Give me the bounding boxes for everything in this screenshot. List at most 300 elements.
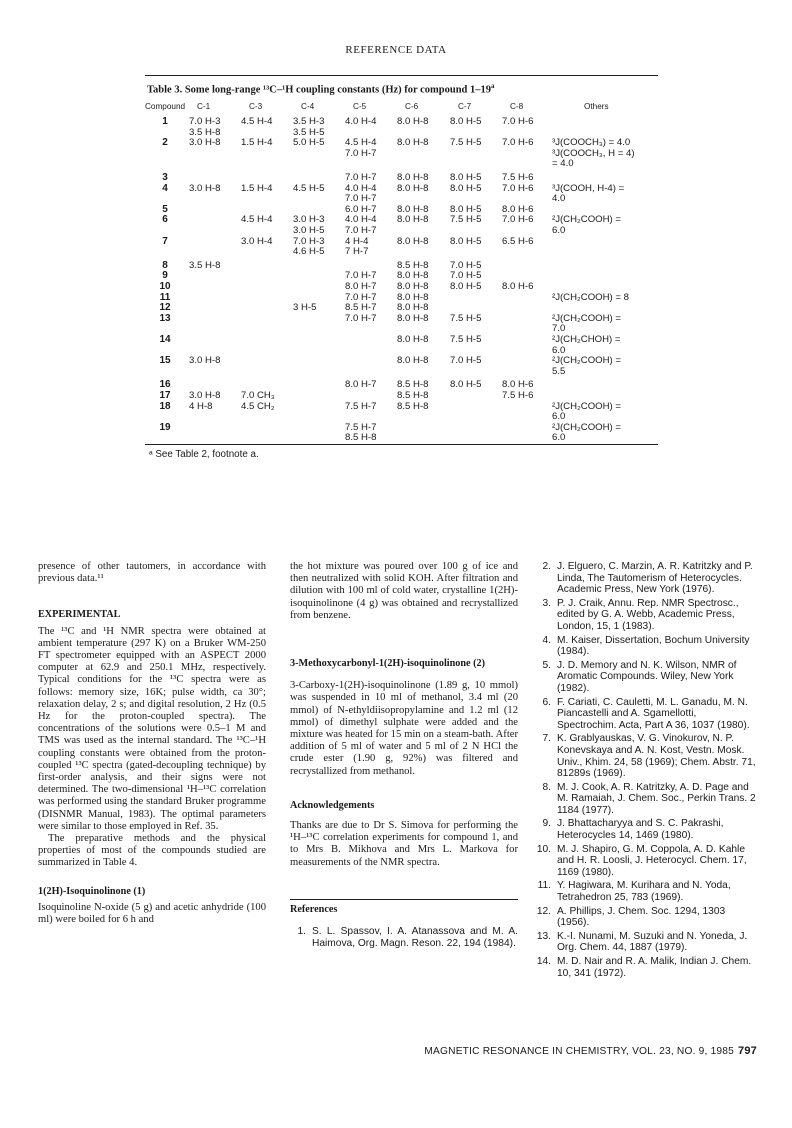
- coupling-cell: [289, 282, 341, 293]
- coupling-value: 8.0 H-8: [397, 312, 429, 324]
- coupling-cell: [185, 314, 237, 335]
- column-header: C-6: [405, 101, 419, 111]
- reference-item: [535, 782, 757, 817]
- coupling-cell: [393, 356, 446, 377]
- coupling-cell: [289, 303, 341, 314]
- coupling-value: 6.0: [552, 344, 566, 356]
- reference-text: M. D. Nair and R. A. Malik, Indian J. Chem. 10, 341 (1972).: [557, 956, 752, 979]
- coupling-cell: [237, 377, 289, 391]
- coupling-cell: [185, 423, 237, 444]
- coupling-cell: [393, 402, 446, 423]
- coupling-cell: [341, 258, 393, 272]
- coupling-cell: [185, 205, 237, 216]
- reference-item: [535, 635, 757, 658]
- coupling-value: 7.5 H-5: [450, 214, 482, 226]
- column-header: C-8: [510, 101, 524, 111]
- coupling-cell: [446, 170, 498, 184]
- coupling-cell: [237, 402, 289, 423]
- running-head: REFERENCE DATA: [345, 44, 447, 56]
- coupling-cell: [550, 314, 658, 335]
- coupling-value: ²J(CH₂COOH) =: [552, 312, 622, 324]
- reference-number: 10.: [536, 843, 551, 855]
- coupling-cell: [498, 402, 550, 423]
- coupling-value: 8.5 H-7: [345, 302, 377, 314]
- coupling-value: ³J(COOCH₃, H = 4): [552, 147, 635, 159]
- coupling-cell: [341, 114, 393, 138]
- coupling-value: 7.5 H-5: [450, 312, 482, 324]
- coupling-value: 7.0: [552, 323, 566, 335]
- coupling-value: 8.0 H-8: [397, 116, 429, 128]
- journal-citation: MAGNETIC RESONANCE IN CHEMISTRY, VOL. 23, NO. 9, 1985: [424, 1046, 735, 1057]
- coupling-cell: [446, 237, 498, 258]
- coupling-cell: [237, 423, 289, 444]
- coupling-value: ²J(CH₂COOH) =: [552, 214, 622, 226]
- reference-item: [535, 906, 757, 929]
- coupling-value: 6.0: [552, 225, 566, 237]
- compound-number: 19: [159, 421, 171, 433]
- coupling-value: 8.5 H-8: [397, 379, 429, 391]
- coupling-cell: [446, 335, 498, 356]
- references-heading: References: [290, 903, 338, 915]
- coupling-cell: [550, 271, 658, 282]
- coupling-cell: [550, 114, 658, 138]
- coupling-value: 7.5 H-6: [502, 389, 534, 401]
- coupling-value: 8.5 H-8: [345, 432, 377, 444]
- reference-text: P. J. Craik, Annu. Rep. NMR Spectrosc., edited by G. A. Webb, Academic Press, London, 15, 1 (1983).: [557, 597, 739, 632]
- coupling-cell: [550, 215, 658, 236]
- coupling-cell: [550, 258, 658, 272]
- coupling-value: ²J(CH₂CHOH) =: [552, 333, 621, 345]
- text-column-right: [535, 561, 757, 981]
- coupling-cell: [237, 258, 289, 272]
- coupling-value: 7.5 H-7: [345, 400, 377, 412]
- table-row: [145, 215, 658, 236]
- coupling-cell: [289, 391, 341, 402]
- coupling-value: 4.0 H-4: [345, 116, 377, 128]
- coupling-cell: [237, 335, 289, 356]
- coupling-cell: [341, 391, 393, 402]
- coupling-cell: [185, 170, 237, 184]
- reference-number: 4.: [542, 634, 551, 646]
- coupling-cell: [550, 184, 658, 205]
- coupling-cell: [550, 356, 658, 377]
- coupling-cell: [550, 282, 658, 293]
- table-row: [145, 258, 658, 272]
- table-body: [145, 114, 658, 444]
- coupling-cell: [498, 356, 550, 377]
- coupling-value: 7.0 H-7: [345, 193, 377, 205]
- reference-item: [535, 818, 757, 841]
- coupling-value: = 4.0: [552, 158, 574, 170]
- coupling-value: 8.0 H-5: [450, 182, 482, 194]
- coupling-value: 8.0 H-8: [397, 172, 429, 184]
- table-row: [145, 335, 658, 356]
- table-row: [145, 314, 658, 335]
- coupling-cell: [289, 314, 341, 335]
- coupling-value: 8.0 H-8: [397, 270, 429, 282]
- reference-number: 12.: [536, 905, 551, 917]
- coupling-cell: [237, 391, 289, 402]
- reference-item: [535, 697, 757, 732]
- coupling-cell: [550, 138, 658, 170]
- compound-number: 1: [162, 116, 168, 128]
- coupling-cell: [185, 237, 237, 258]
- table-row: [145, 237, 658, 258]
- coupling-value: 3.0 H-5: [293, 225, 325, 237]
- coupling-value: 4.5 H-5: [293, 182, 325, 194]
- coupling-cell: [446, 282, 498, 293]
- coupling-cell: [393, 377, 446, 391]
- reference-text: K.-I. Nunami, M. Suzuki and N. Yoneda, J. Org. Chem. 44, 1887 (1979).: [557, 930, 748, 954]
- coupling-value: ²J(CH₂COOH) = 8: [552, 291, 630, 303]
- coupling-value: 8.5 H-8: [397, 259, 429, 271]
- coupling-cell: [393, 184, 446, 205]
- coupling-cell: [237, 303, 289, 314]
- coupling-cell: [289, 423, 341, 444]
- coupling-cell: [550, 377, 658, 391]
- coupling-value: 8.0 H-6: [502, 203, 534, 215]
- coupling-cell: [237, 114, 289, 138]
- acknowledgements-heading: Acknowledgements: [290, 799, 375, 811]
- coupling-cell: [289, 356, 341, 377]
- coupling-value: 8.0 H-8: [397, 291, 429, 303]
- coupling-value: 6.0 H-7: [345, 203, 377, 215]
- coupling-cell: [237, 293, 289, 304]
- coupling-value: 7.0 H-7: [345, 291, 377, 303]
- coupling-value: 4 H-4: [345, 235, 369, 247]
- table-3: [145, 75, 658, 460]
- coupling-cell: [498, 215, 550, 236]
- coupling-cell: [341, 423, 393, 444]
- reference-item: [535, 880, 757, 903]
- column-header: C-5: [353, 101, 367, 111]
- coupling-cell: [446, 138, 498, 170]
- coupling-value: 3.0 H-3: [293, 214, 325, 226]
- coupling-cell: [237, 356, 289, 377]
- coupling-cell: [550, 237, 658, 258]
- compound-number: 4: [162, 182, 168, 194]
- coupling-cell: [341, 138, 393, 170]
- reference-item: [535, 561, 757, 596]
- table-header-row: [145, 100, 658, 115]
- column-header: Others: [584, 101, 609, 111]
- coupling-value: 4.0: [552, 193, 566, 205]
- coupling-cell: [289, 114, 341, 138]
- coupling-cell: [289, 184, 341, 205]
- coupling-cell: [341, 170, 393, 184]
- coupling-cell: [498, 258, 550, 272]
- coupling-value: 4.5 H-4: [241, 116, 273, 128]
- coupling-cell: [341, 377, 393, 391]
- coupling-cell: [237, 184, 289, 205]
- reference-text: M. Kaiser, Dissertation, Bochum University (1984).: [557, 634, 750, 658]
- coupling-value: 7.5 H-5: [450, 137, 482, 149]
- reference-number: 14.: [536, 956, 551, 967]
- coupling-value: 8.0 H-8: [397, 182, 429, 194]
- table-row: [145, 423, 658, 444]
- coupling-cell: [446, 391, 498, 402]
- reference-list-start: [290, 926, 518, 949]
- coupling-cell: [498, 184, 550, 205]
- coupling-cell: [498, 314, 550, 335]
- reference-text: M. J. Shapiro, G. M. Coppola, A. D. Kahle and H. R. Loosli, J. Heterocycl. Chem. 17, 1169 (1980).: [557, 843, 747, 878]
- coupling-cell: [341, 335, 393, 356]
- coupling-value: 7.0 H-6: [502, 137, 534, 149]
- coupling-cell: [393, 138, 446, 170]
- coupling-cell: [393, 335, 446, 356]
- coupling-value: 3.0 H-8: [189, 182, 221, 194]
- reference-text: M. J. Cook, A. R. Katritzky, A. D. Page and M. Ramaiah, J. Chem. Soc., Perkin Trans. 2 1184 (1977).: [557, 781, 756, 816]
- reference-item: [535, 844, 757, 879]
- table-row: [145, 138, 658, 170]
- coupling-cell: [289, 402, 341, 423]
- compound-number: 15: [159, 355, 171, 367]
- coupling-cell: [498, 114, 550, 138]
- coupling-cell: [341, 356, 393, 377]
- coupling-value: ²J(CH₂COOH) =: [552, 421, 622, 433]
- coupling-cell: [185, 377, 237, 391]
- compound-number: 11: [159, 291, 171, 303]
- coupling-value: 4.5 H-4: [345, 137, 377, 149]
- table-row: [145, 377, 658, 391]
- table-row: [145, 391, 658, 402]
- coupling-value: 8.0 H-8: [397, 302, 429, 314]
- coupling-cell: [446, 293, 498, 304]
- coupling-value: 7.0 H-7: [345, 172, 377, 184]
- compound-number: 18: [159, 400, 171, 412]
- coupling-value: 8.0 H-7: [345, 379, 377, 391]
- coupling-value: 4.5 H-4: [241, 214, 273, 226]
- coupling-cell: [446, 184, 498, 205]
- coupling-cell: [498, 391, 550, 402]
- coupling-value: 4.0 H-4: [345, 182, 377, 194]
- coupling-cell: [341, 282, 393, 293]
- coupling-cell: [185, 114, 237, 138]
- coupling-value: 8.0 H-5: [450, 235, 482, 247]
- table-row: [145, 282, 658, 293]
- coupling-cell: [393, 170, 446, 184]
- coupling-value: 7.5 H-5: [450, 333, 482, 345]
- coupling-cell: [393, 391, 446, 402]
- coupling-value: 8.0 H-6: [502, 281, 534, 292]
- coupling-value: 3.0 H-8: [189, 389, 221, 401]
- coupling-value: 7.0 H-7: [345, 225, 377, 237]
- reference-item: [535, 660, 757, 695]
- coupling-cell: [237, 237, 289, 258]
- coupling-cell: [185, 303, 237, 314]
- reference-item: [535, 931, 757, 954]
- coupling-cell: [289, 335, 341, 356]
- compound-number: 12: [159, 302, 171, 314]
- coupling-value: 4.5 CH₂: [241, 400, 275, 412]
- coupling-cell: [498, 138, 550, 170]
- coupling-value: 7.5 H-6: [502, 172, 534, 184]
- table-row: [145, 184, 658, 205]
- coupling-cell: [446, 114, 498, 138]
- coupling-cell: [446, 402, 498, 423]
- coupling-value: 8.0 H-8: [397, 355, 429, 367]
- compound-number: 5: [162, 203, 168, 215]
- coupling-value: 3.0 H-4: [241, 235, 273, 247]
- coupling-cell: [393, 114, 446, 138]
- coupling-cell: [550, 335, 658, 356]
- coupling-value: 8.0 H-8: [397, 333, 429, 345]
- coupling-cell: [498, 282, 550, 293]
- reference-text: J. Bhattacharyya and S. C. Pakrashi, Heterocycles 14, 1469 (1980).: [557, 818, 724, 842]
- paragraph-compound-1-continued: the hot mixture was poured over 100 g of ice and then neutralized with solid KOH. After filtration and dilution with 100 ml of cold water, crystalline 1(2H)-isoquinolinone (4 g) was obtained and recrystallized from benzene.: [290, 561, 518, 621]
- compound-number: 6: [162, 214, 168, 226]
- coupling-cell: [393, 258, 446, 272]
- coupling-value: 3.5 H-8: [189, 259, 221, 271]
- coupling-cell: [446, 423, 498, 444]
- column-header: C-7: [458, 101, 472, 111]
- coupling-cell: [289, 138, 341, 170]
- coupling-value: 4.0 H-4: [345, 214, 377, 226]
- reference-text: A. Phillips, J. Chem. Soc. 1294, 1303 (1956).: [557, 905, 726, 929]
- coupling-value: 6.5 H-6: [502, 235, 534, 247]
- table-row: [145, 170, 658, 184]
- column-header: C-4: [301, 101, 315, 111]
- reference-text: F. Cariati, C. Cauletti, M. L. Ganadu, M. N. Piancastelli and A. Sgamellotti, Spectrochim. Acta, Part A 36, 1037 (1980).: [557, 696, 750, 731]
- coupling-value: 3 H-5: [293, 302, 317, 314]
- coupling-value: 3.5 H-5: [293, 126, 325, 138]
- coupling-cell: [446, 215, 498, 236]
- compound-number: 2: [162, 137, 168, 149]
- coupling-cell: [446, 377, 498, 391]
- coupling-value: 7 H-7: [345, 246, 369, 258]
- compound-number: 13: [159, 312, 171, 324]
- reference-number: 1.: [297, 926, 306, 938]
- compound-number: 10: [159, 281, 171, 292]
- coupling-value: 3.5 H-8: [189, 126, 221, 138]
- coupling-cell: [341, 402, 393, 423]
- coupling-value: 7.0 H-7: [345, 312, 377, 324]
- coupling-table: [145, 100, 658, 444]
- page-footer: [424, 1045, 757, 1057]
- coupling-cell: [498, 335, 550, 356]
- coupling-value: 8.0 H-7: [345, 281, 377, 292]
- coupling-value: 8.0 H-8: [397, 203, 429, 215]
- coupling-cell: [185, 335, 237, 356]
- coupling-value: 4.6 H-5: [293, 246, 325, 258]
- coupling-cell: [185, 138, 237, 170]
- table-footnote: ᵃ See Table 2, footnote a.: [149, 448, 259, 460]
- coupling-cell: [393, 423, 446, 444]
- coupling-value: 5.5: [552, 365, 566, 377]
- reference-text: K. Grablyauskas, V. G. Vinokurov, N. P. Konevskaya and A. N. Kost, Vestn. Mosk. Univ., Khim. 24, 58 (1969); Chem. Abstr. 71, 81289s (1969).: [557, 733, 756, 780]
- reference-number: 5.: [542, 659, 551, 671]
- column-header: Compound: [145, 101, 186, 111]
- reference-number: 8.: [542, 781, 551, 793]
- coupling-cell: [185, 391, 237, 402]
- coupling-cell: [289, 215, 341, 236]
- coupling-value: 7.0 H-6: [502, 182, 534, 194]
- coupling-cell: [185, 402, 237, 423]
- references-rule: [290, 899, 518, 900]
- text-column-middle: [290, 561, 518, 951]
- coupling-cell: [446, 258, 498, 272]
- paragraph-intro: presence of other tautomers, in accordance with previous data.¹¹: [38, 561, 266, 585]
- coupling-value: 5.0 H-5: [293, 137, 325, 149]
- coupling-cell: [237, 271, 289, 282]
- reference-number: 3.: [542, 597, 551, 609]
- coupling-value: 4 H-8: [189, 400, 213, 412]
- coupling-cell: [393, 215, 446, 236]
- coupling-cell: [289, 258, 341, 272]
- coupling-value: 7.0 H-7: [345, 270, 377, 282]
- coupling-cell: [498, 237, 550, 258]
- paragraph-acknowledgements: Thanks are due to Dr S. Simova for performing the ¹H–¹³C correlation experiments for compound 1, and to Mrs B. Mikhova and Mrs L. Markova for measurements of the NMR spectra.: [290, 820, 518, 868]
- coupling-cell: [550, 293, 658, 304]
- coupling-value: 8.0 H-8: [397, 137, 429, 149]
- experimental-heading: EXPERIMENTAL: [38, 609, 121, 621]
- coupling-cell: [185, 293, 237, 304]
- coupling-value: 8.0 H-8: [397, 235, 429, 247]
- compound-1-heading: 1(2H)-Isoquinolinone (1): [38, 885, 146, 897]
- coupling-value: 8.0 H-6: [502, 379, 534, 391]
- coupling-cell: [498, 377, 550, 391]
- coupling-value: 7.0 H-3: [293, 235, 325, 247]
- coupling-cell: [498, 170, 550, 184]
- paragraph-experimental-2: The preparative methods and the physical properties of most of the compounds studied are summarized in Table 4.: [38, 833, 266, 869]
- coupling-cell: [237, 138, 289, 170]
- coupling-cell: [393, 282, 446, 293]
- coupling-value: 7.0 CH₃: [241, 389, 275, 401]
- paragraph-compound-2: 3-Carboxy-1(2H)-isoquinolinone (1.89 g, 10 mmol) was suspended in 10 ml of methanol, 3.4 ml (20 mmol) of N-ethyldiisopropylamine and 1.2 ml (12 mmol) of dimethyl sulphate were added and the mixture was heated for 15 min on a steam-bath. After addition of 5 ml of water and 5 ml of 2 N HCl the crude ester (1.90 g, 92%) was filtered and recrystallized from methanol.: [290, 680, 518, 777]
- compound-number: 3: [162, 172, 168, 184]
- table-caption-marker: a: [491, 82, 495, 90]
- reference-text: J. Elguero, C. Marzin, A. R. Katritzky and P. Linda, The Tautomerism of Heterocycles. Academic Press, New York (1976).: [557, 561, 753, 596]
- compound-number: 9: [162, 270, 168, 282]
- reference-number: 2.: [542, 561, 551, 572]
- coupling-cell: [341, 237, 393, 258]
- coupling-value: 8.5 H-8: [397, 389, 429, 401]
- coupling-cell: [550, 170, 658, 184]
- coupling-value: 6.0: [552, 411, 566, 423]
- reference-text: S. L. Spassov, I. A. Atanassova and M. A. Haimova, Org. Magn. Reson. 22, 194 (1984).: [312, 926, 518, 949]
- coupling-cell: [498, 303, 550, 314]
- coupling-cell: [237, 170, 289, 184]
- coupling-value: 7.0 H-5: [450, 355, 482, 367]
- coupling-value: ²J(CH₂COOH) =: [552, 400, 622, 412]
- coupling-value: 7.0 H-5: [450, 259, 482, 271]
- column-header: C-3: [249, 101, 263, 111]
- coupling-value: 3.0 H-8: [189, 355, 221, 367]
- coupling-value: 3.0 H-8: [189, 137, 221, 149]
- coupling-value: 7.5 H-7: [345, 421, 377, 433]
- coupling-cell: [237, 215, 289, 236]
- coupling-value: 7.0 H-7: [345, 147, 377, 159]
- coupling-value: 7.0 H-6: [502, 116, 534, 128]
- compound-2-heading: 3-Methoxycarbonyl-1(2H)-isoquinolinone (2): [290, 658, 485, 670]
- coupling-cell: [550, 402, 658, 423]
- reference-item: [535, 733, 757, 779]
- coupling-value: 8.0 H-5: [450, 116, 482, 128]
- reference-list: [535, 561, 757, 979]
- coupling-value: ³J(COOH, H-4) =: [552, 182, 625, 194]
- column-header: C-1: [197, 101, 211, 111]
- coupling-cell: [341, 215, 393, 236]
- reference-number: 7.: [542, 733, 551, 745]
- coupling-cell: [446, 356, 498, 377]
- coupling-cell: [498, 293, 550, 304]
- coupling-cell: [185, 271, 237, 282]
- coupling-value: 1.5 H-4: [241, 137, 273, 149]
- compound-number: 7: [162, 235, 168, 247]
- reference-number: 13.: [536, 930, 551, 942]
- table-caption-text: Table 3. Some long-range ¹³C–¹H coupling constants (Hz) for compound 1–19: [147, 84, 492, 96]
- table-row: [145, 356, 658, 377]
